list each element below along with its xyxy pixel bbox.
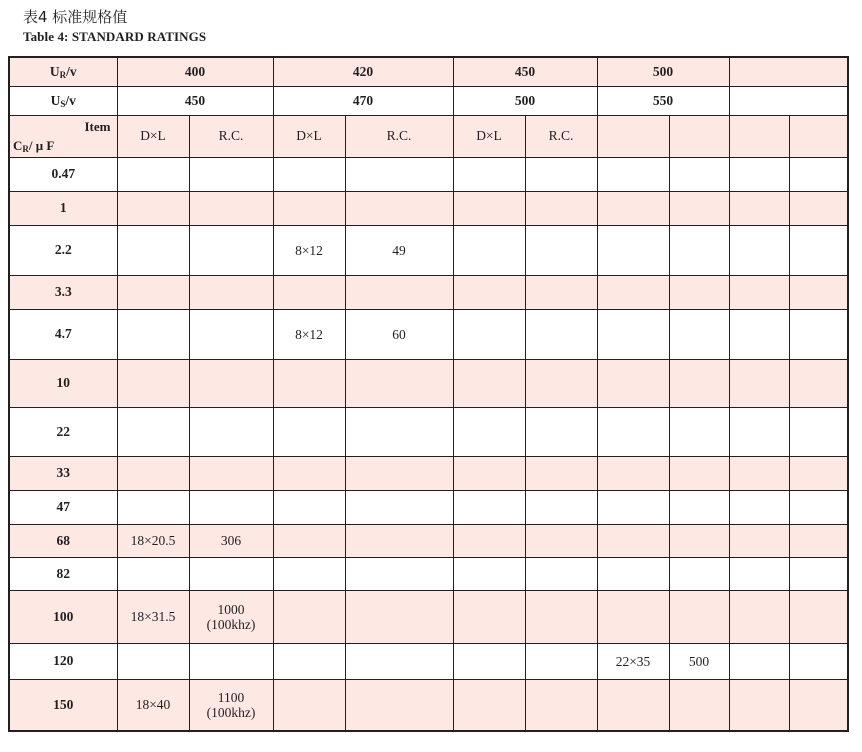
ur-label: UR/v xyxy=(9,57,117,86)
table-cell xyxy=(729,557,789,590)
table-cell xyxy=(525,557,597,590)
table-cell xyxy=(453,590,525,643)
table-cell xyxy=(729,590,789,643)
table-cell xyxy=(345,643,453,679)
table-cell xyxy=(789,191,848,225)
subheader-dxl: D×L xyxy=(273,115,345,157)
table-row xyxy=(9,456,848,490)
table-cell xyxy=(189,191,273,225)
subheader-rc: R.C. xyxy=(189,115,273,157)
table-cell xyxy=(597,590,669,643)
table-cell xyxy=(729,359,789,407)
table-cell xyxy=(669,407,729,456)
table-row xyxy=(9,225,848,275)
table-cell xyxy=(729,490,789,524)
capacitance-cell: 10 xyxy=(9,359,117,407)
table-cell xyxy=(789,407,848,456)
us-value xyxy=(729,86,848,115)
table-cell xyxy=(669,456,729,490)
table-cell xyxy=(453,456,525,490)
table-cell xyxy=(525,456,597,490)
table-cell xyxy=(789,225,848,275)
table-cell xyxy=(345,679,453,731)
table-cell xyxy=(597,157,669,191)
table-cell xyxy=(669,275,729,309)
capacitance-cell: 0.47 xyxy=(9,157,117,191)
table-cell xyxy=(273,191,345,225)
title-english: Table 4: STANDARD RATINGS xyxy=(23,29,207,44)
us-value: 550 xyxy=(597,86,729,115)
capacitance-cell: 120 xyxy=(9,643,117,679)
us-row xyxy=(9,86,848,115)
subheader-empty xyxy=(597,115,669,157)
subheader-empty xyxy=(789,115,848,157)
table-cell xyxy=(597,407,669,456)
table-cell xyxy=(345,191,453,225)
table-cell xyxy=(789,309,848,359)
table-cell xyxy=(729,309,789,359)
table-cell xyxy=(189,490,273,524)
table-cell xyxy=(597,524,669,557)
table-cell xyxy=(117,359,189,407)
subheader-row xyxy=(9,115,848,157)
table-cell xyxy=(597,490,669,524)
table-cell xyxy=(597,456,669,490)
table-cell xyxy=(669,590,729,643)
table-cell xyxy=(525,643,597,679)
capacitance-cell: 22 xyxy=(9,407,117,456)
table-cell xyxy=(189,157,273,191)
item-label: Item xyxy=(84,118,111,134)
table-cell xyxy=(273,359,345,407)
table-row xyxy=(9,557,848,590)
capacitance-cell: 4.7 xyxy=(9,309,117,359)
table-cell xyxy=(669,157,729,191)
capacitance-cell: 1 xyxy=(9,191,117,225)
table-cell: 22×35 xyxy=(597,643,669,679)
table-cell: 8×12 xyxy=(273,309,345,359)
table-row xyxy=(9,643,848,679)
table-cell xyxy=(789,679,848,731)
table-cell xyxy=(729,679,789,731)
subheader-dxl: D×L xyxy=(117,115,189,157)
table-cell xyxy=(525,225,597,275)
table-cell xyxy=(117,225,189,275)
table-cell xyxy=(729,456,789,490)
table-cell xyxy=(189,275,273,309)
ur-value: 420 xyxy=(273,57,453,86)
table-row xyxy=(9,309,848,359)
table-cell xyxy=(117,309,189,359)
table-cell xyxy=(117,456,189,490)
table-cell xyxy=(729,157,789,191)
table-row xyxy=(9,157,848,191)
ur-value: 500 xyxy=(597,57,729,86)
us-label: US/v xyxy=(9,86,117,115)
table-cell xyxy=(189,407,273,456)
table-cell xyxy=(345,524,453,557)
table-cell xyxy=(525,679,597,731)
table-cell xyxy=(729,225,789,275)
table-cell xyxy=(453,309,525,359)
capacitance-cell: 150 xyxy=(9,679,117,731)
table-cell xyxy=(597,557,669,590)
table-cell xyxy=(453,275,525,309)
table-cell xyxy=(117,490,189,524)
table-cell: 306 xyxy=(189,524,273,557)
table-cell xyxy=(669,225,729,275)
ur-value: 400 xyxy=(117,57,273,86)
table-cell xyxy=(117,191,189,225)
table-cell: 60 xyxy=(345,309,453,359)
table-cell xyxy=(525,590,597,643)
table-cell xyxy=(189,557,273,590)
subheader-empty xyxy=(729,115,789,157)
table-cell xyxy=(789,456,848,490)
table-cell xyxy=(525,275,597,309)
table-cell xyxy=(345,407,453,456)
table-cell: 500 xyxy=(669,643,729,679)
table-cell xyxy=(453,490,525,524)
standard-ratings-table xyxy=(8,56,849,732)
table-cell: 1000 (100khz) xyxy=(189,590,273,643)
table-cell: 18×40 xyxy=(117,679,189,731)
table-cell xyxy=(345,275,453,309)
table-cell xyxy=(117,643,189,679)
table-cell xyxy=(789,557,848,590)
table-cell xyxy=(273,557,345,590)
table-cell xyxy=(453,157,525,191)
us-value: 450 xyxy=(117,86,273,115)
table-cell xyxy=(453,359,525,407)
table-cell xyxy=(273,643,345,679)
table-cell xyxy=(273,679,345,731)
table-cell: 1100 (100khz) xyxy=(189,679,273,731)
table-cell xyxy=(453,679,525,731)
ur-value xyxy=(729,57,848,86)
table-cell xyxy=(729,643,789,679)
table-cell xyxy=(597,275,669,309)
table-cell xyxy=(669,490,729,524)
table-cell xyxy=(669,679,729,731)
table-cell xyxy=(117,275,189,309)
subheader-empty xyxy=(669,115,729,157)
table-cell xyxy=(669,191,729,225)
capacitance-cell: 82 xyxy=(9,557,117,590)
table-cell xyxy=(789,490,848,524)
capacitance-cell: 47 xyxy=(9,490,117,524)
capacitance-cell: 100 xyxy=(9,590,117,643)
diagonal-header-cell xyxy=(9,115,117,157)
table-cell xyxy=(117,407,189,456)
table-cell xyxy=(597,191,669,225)
table-cell xyxy=(525,157,597,191)
table-cell xyxy=(597,309,669,359)
ur-value: 450 xyxy=(453,57,597,86)
table-row xyxy=(9,524,848,557)
table-row xyxy=(9,275,848,309)
table-cell xyxy=(273,407,345,456)
capacitance-cell: 3.3 xyxy=(9,275,117,309)
table-cell xyxy=(453,407,525,456)
subheader-dxl: D×L xyxy=(453,115,525,157)
table-cell xyxy=(345,157,453,191)
us-value: 470 xyxy=(273,86,453,115)
table-cell xyxy=(789,275,848,309)
table-cell xyxy=(669,557,729,590)
table-cell xyxy=(117,157,189,191)
table-cell xyxy=(597,225,669,275)
table-cell xyxy=(729,191,789,225)
table-cell xyxy=(669,524,729,557)
table-cell xyxy=(189,359,273,407)
table-cell xyxy=(729,275,789,309)
table-cell xyxy=(273,590,345,643)
table-cell xyxy=(117,557,189,590)
table-cell xyxy=(669,309,729,359)
table-cell xyxy=(345,490,453,524)
capacitance-cell: 68 xyxy=(9,524,117,557)
table-cell: 8×12 xyxy=(273,225,345,275)
table-cell xyxy=(789,359,848,407)
table-cell xyxy=(453,191,525,225)
table-cell xyxy=(273,456,345,490)
table-cell xyxy=(729,524,789,557)
table-cell xyxy=(453,524,525,557)
table-cell xyxy=(789,590,848,643)
subheader-rc: R.C. xyxy=(345,115,453,157)
table-row xyxy=(9,590,848,643)
table-cell: 49 xyxy=(345,225,453,275)
table-cell xyxy=(189,643,273,679)
table-cell xyxy=(525,359,597,407)
table-cell xyxy=(789,157,848,191)
table-cell xyxy=(453,557,525,590)
table-cell xyxy=(273,275,345,309)
us-value: 500 xyxy=(453,86,597,115)
table-cell xyxy=(525,309,597,359)
table-cell xyxy=(789,524,848,557)
table-cell xyxy=(273,157,345,191)
table-cell xyxy=(597,679,669,731)
table-cell xyxy=(345,359,453,407)
table-cell xyxy=(525,407,597,456)
table-cell xyxy=(345,456,453,490)
table-cell: 18×31.5 xyxy=(117,590,189,643)
capacitance-cell: 2.2 xyxy=(9,225,117,275)
ur-row xyxy=(9,57,848,86)
table-cell xyxy=(597,359,669,407)
cr-label: CR/ μ F xyxy=(13,137,55,154)
table-cell xyxy=(453,643,525,679)
table-cell xyxy=(345,557,453,590)
table-cell xyxy=(189,309,273,359)
table-cell xyxy=(789,643,848,679)
table-cell xyxy=(273,490,345,524)
table-cell xyxy=(525,490,597,524)
table-cell xyxy=(345,590,453,643)
table-row xyxy=(9,359,848,407)
table-cell: 18×20.5 xyxy=(117,524,189,557)
table-row xyxy=(9,191,848,225)
subheader-rc: R.C. xyxy=(525,115,597,157)
table-cell xyxy=(189,225,273,275)
table-row xyxy=(9,679,848,731)
capacitance-cell: 33 xyxy=(9,456,117,490)
table-cell xyxy=(453,225,525,275)
table-cell xyxy=(669,359,729,407)
table-cell xyxy=(273,524,345,557)
table-row xyxy=(9,490,848,524)
table-cell xyxy=(729,407,789,456)
table-cell xyxy=(525,524,597,557)
title-chinese: 表4 标准规格值 xyxy=(23,8,128,26)
table-cell xyxy=(189,456,273,490)
table-row xyxy=(9,407,848,456)
table-cell xyxy=(525,191,597,225)
